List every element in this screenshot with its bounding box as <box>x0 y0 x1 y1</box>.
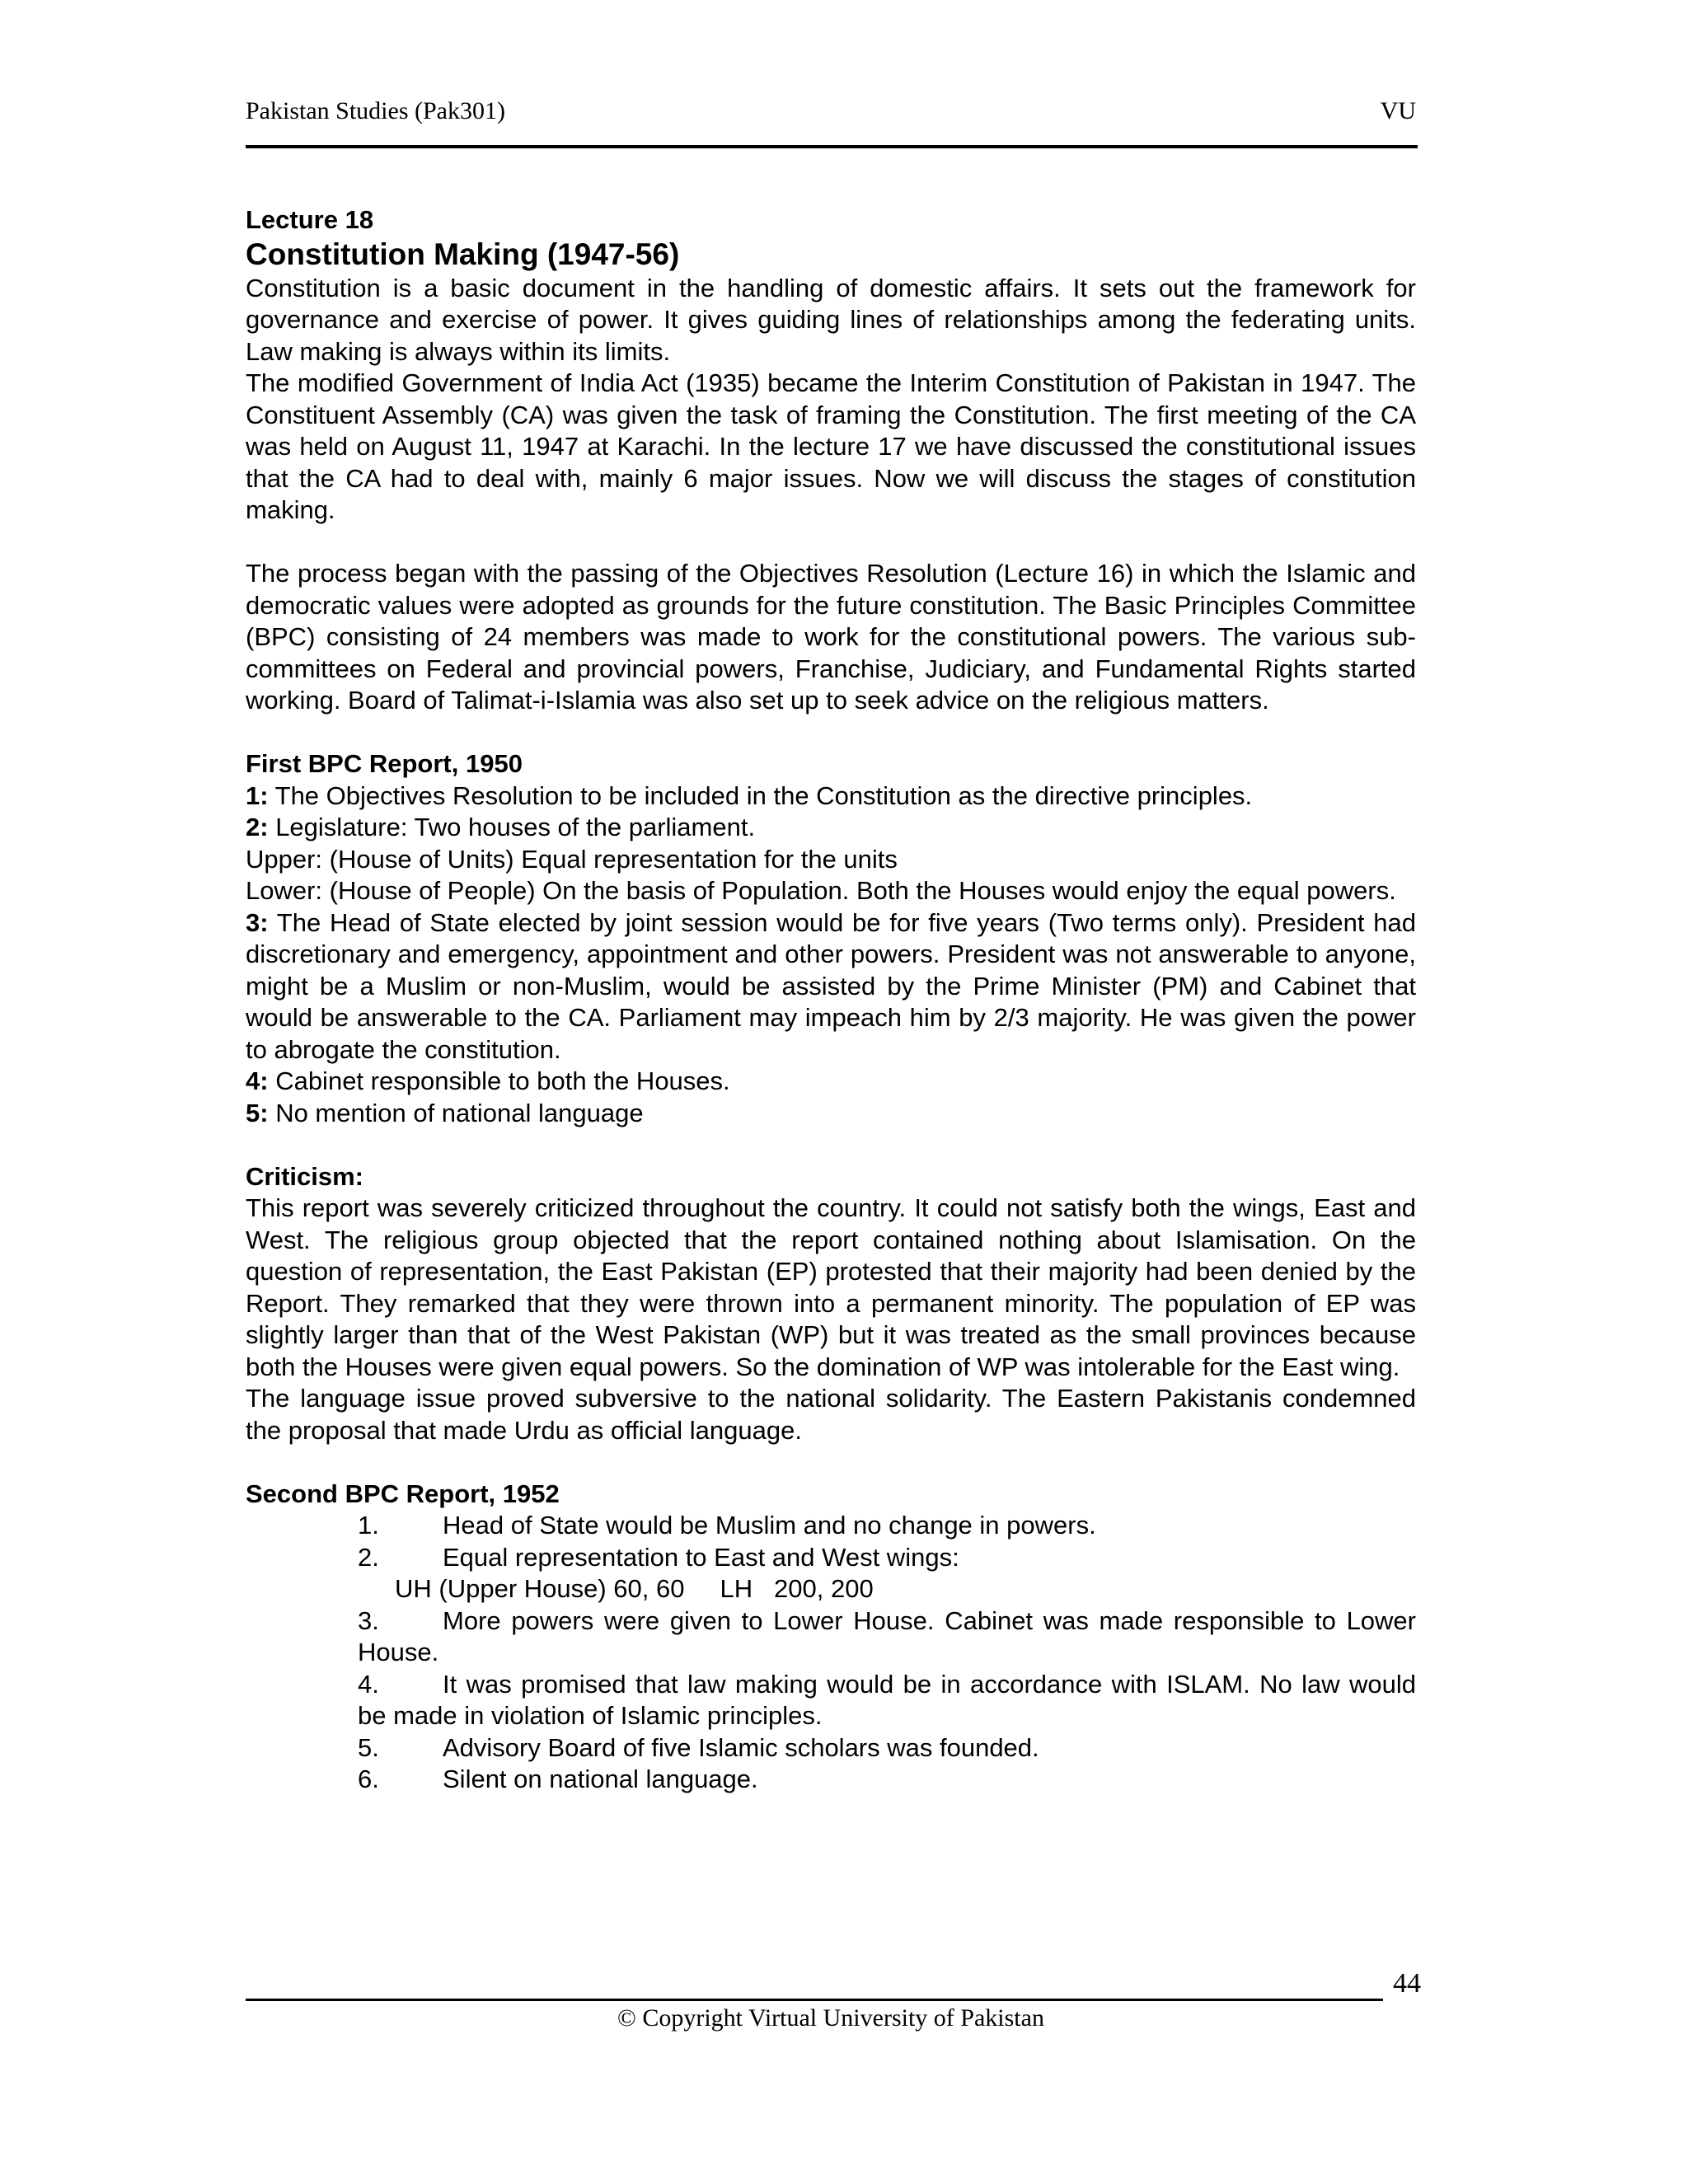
list-item: 2. Equal representation to East and West wings: <box>358 1542 959 1572</box>
header-divider <box>246 145 1418 148</box>
page-number: 44 <box>1393 1968 1421 1999</box>
first-report-point-3: 3: The Head of State elected by joint session would be for five years (Two terms only). President had discretionary and emergency, appointment and other powers. President was not answerable to anyone, might be a Muslim or non-Muslim, would be assisted by the Prime Minister (PM) and Cabinet that would be answerable to the CA. Parliament may impeach him by 2/3 majority. He was given the power to abrogate the constitution. <box>246 907 1416 1064</box>
institution-abbrev: VU <box>1380 97 1416 124</box>
lower-house-line: Lower: (House of People) On the basis of Population. Both the Houses would enjoy the equal powers. <box>246 876 1396 905</box>
page-header <box>246 97 1416 130</box>
list-item: 4. It was promised that law making would be in accordance with ISLAM. No law would be made in violation of Islamic principles. <box>358 1669 1416 1730</box>
second-report-list <box>358 1510 1416 1796</box>
second-report-heading: Second BPC Report, 1952 <box>246 1479 560 1508</box>
criticism-paragraph-2: The language issue proved subversive to the national solidarity. The Eastern Pakistanis condemned the proposal that made Urdu as official language. <box>246 1384 1416 1445</box>
list-item: 5. Advisory Board of five Islamic scholars was founded. <box>358 1732 1039 1762</box>
seat-allocation-line: UH (Upper House) 60, 60 LH 200, 200 <box>395 1574 874 1603</box>
criticism-paragraph-1: This report was severely criticized throughout the country. It could not satisfy both the wings, East and West. The religious group objected that the report contained nothing about Islamisation. On the question of representation, the East Pakistan (EP) protested that their majority had been denied by the Report. They remarked that they were thrown into a permanent minority. The population of EP was slightly larger than that of the West Pakistan (WP) but it was treated as the small provinces because both the Houses were given equal powers. So the domination of WP was intolerable for the East wing. <box>246 1193 1416 1381</box>
list-item: 1. Head of State would be Muslim and no change in powers. <box>358 1511 1096 1540</box>
first-report-point-1: 1: The Objectives Resolution to be included in the Constitution as the directive principles. <box>246 780 1253 810</box>
course-title: Pakistan Studies (Pak301) <box>246 97 505 124</box>
upper-house-line: Upper: (House of Units) Equal representation for the units <box>246 844 898 874</box>
first-report-point-2: 2: Legislature: Two houses of the parliament. <box>246 813 756 841</box>
first-report-heading: First BPC Report, 1950 <box>246 749 523 778</box>
intro-paragraph-3: The process began with the passing of the Objectives Resolution (Lecture 16) in which the Islamic and democratic values were adopted as grounds for the future constitution. The Basic Principles Committee (BPC) consisting of 24 members was made to work for the constitutional powers. The various sub-committees on Federal and provincial powers, Franchise, Judiciary, and Fundamental Rights started working. Board of Talimat-i-Islamia was also set up to seek advice on the religious matters. <box>246 559 1416 715</box>
criticism-heading: Criticism: <box>246 1161 363 1191</box>
first-report-point-5: 5: No mention of national language <box>246 1098 644 1127</box>
page-title: Constitution Making (1947-56) <box>246 237 680 271</box>
list-item: 6. Silent on national language. <box>358 1765 758 1793</box>
footer-divider <box>246 1999 1383 2001</box>
intro-paragraph-1: Constitution is a basic document in the handling of domestic affairs. It sets out the framework for governance and exercise of power. It gives guiding lines of relationships among the federating units. Law making is always within its limits. <box>246 273 1416 366</box>
page-content <box>246 204 1416 1796</box>
copyright-notice: © Copyright Virtual University of Pakistan <box>617 2004 1044 2032</box>
list-item: 3. More powers were given to Lower House. Cabinet was made responsible to Lower House. <box>358 1605 1416 1666</box>
first-report-point-4: 4: Cabinet responsible to both the Houses. <box>246 1066 730 1095</box>
lecture-label: Lecture 18 <box>246 205 374 234</box>
intro-paragraph-2: The modified Government of India Act (1935) became the Interim Constitution of Pakistan in 1947. The Constituent Assembly (CA) was given the task of framing the Constitution. The first meeting of the CA was held on August 11, 1947 at Karachi. In the lecture 17 we have discussed the constitutional issues that the CA had to deal with, mainly 6 major issues. Now we will discuss the stages of constitution making. <box>246 368 1416 524</box>
